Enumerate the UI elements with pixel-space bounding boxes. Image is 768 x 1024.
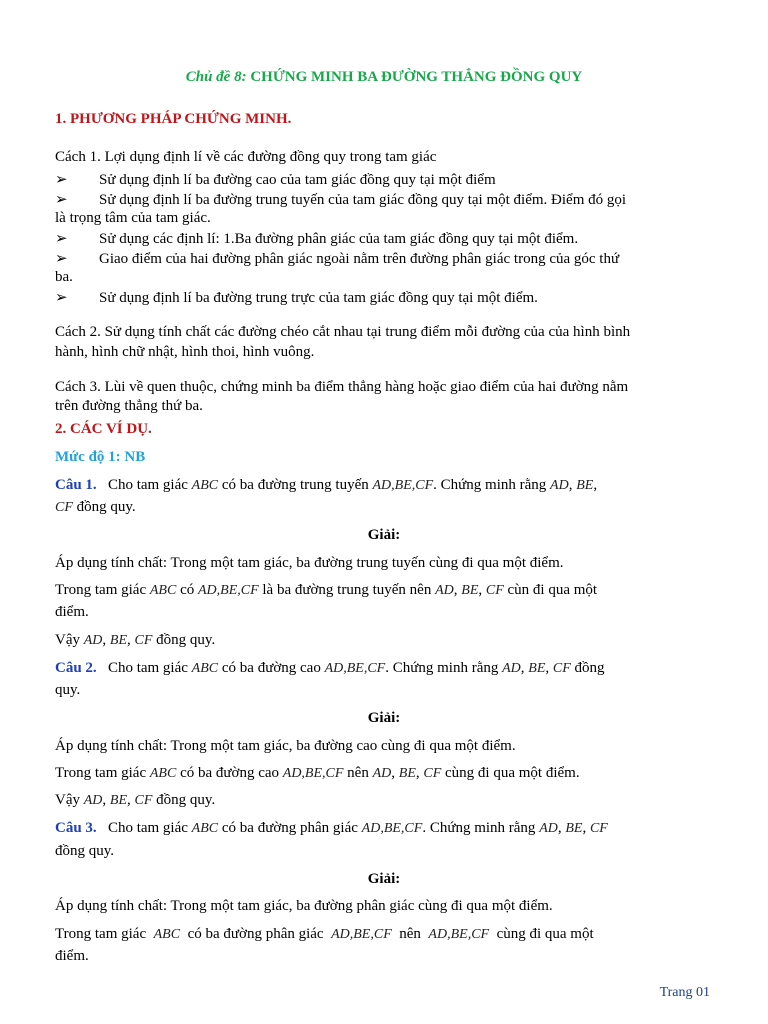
bullet-item: ➢ Sử dụng các định lí: 1.Ba đường phân giác của tam giác đồng quy tại một điểm.: [55, 231, 579, 247]
question-1: Câu 1. Cho tam giác ABC có ba đường trung tuyến AD,BE,CF. Chứng minh rằng AD, BE,: [55, 477, 598, 493]
question-3-cont: đồng quy.: [55, 843, 115, 859]
question-label: Câu 3.: [55, 820, 97, 836]
solution-1-conclusion: Vậy AD, BE, CF đồng quy.: [55, 632, 216, 648]
bullet-item: ➢ Sử dụng định lí ba đường trung tuyến của tam giác đồng quy tại một điểm. Điểm đó gọi: [55, 192, 627, 208]
solution-heading: Giải:: [367, 871, 401, 887]
section-heading-examples: 2. CÁC VÍ DỤ.: [55, 421, 152, 437]
solution-3-line: điểm.: [55, 948, 89, 964]
arrow-bullet-icon: ➢: [55, 172, 68, 188]
solution-1-line: Áp dụng tính chất: Trong một tam giác, ba đường trung tuyến cùng đi qua một điểm.: [55, 555, 564, 571]
solution-heading: Giải:: [367, 527, 401, 543]
question-3: Câu 3. Cho tam giác ABC có ba đường phân giác AD,BE,CF. Chứng minh rằng AD, BE, CF: [55, 820, 608, 836]
page-number: Trang 01: [659, 985, 710, 1000]
bullet-item: ➢ Sử dụng định lí ba đường cao của tam giác đồng quy tại một điểm: [55, 172, 496, 188]
solution-3-line: Trong tam giác ABC có ba đường phân giác AD,BE,CF nên AD,BE,CF cùng đi qua một: [55, 926, 594, 942]
solution-heading: Giải:: [367, 710, 401, 726]
method-3-line: trên đường thẳng thứ ba.: [55, 398, 203, 414]
bullet-continuation: là trọng tâm của tam giác.: [55, 210, 211, 226]
bullet-item: ➢ Giao điểm của hai đường phân giác ngoài nằm trên đường phân giác trong của góc thứ: [55, 251, 620, 267]
document-title: [0, 68, 768, 86]
question-label: Câu 1.: [55, 477, 97, 493]
method-2-line: Cách 2. Sử dụng tính chất các đường chéo cắt nhau tại trung điểm mỗi đường của của hình bình: [55, 324, 631, 340]
math-abc: ABC: [191, 478, 219, 493]
method-3-line: Cách 3. Lùi về quen thuộc, chứng minh ba điểm thẳng hàng hoặc giao điểm của hai đường nằm: [55, 379, 629, 395]
method-1: Cách 1. Lợi dụng định lí về các đường đồng quy trong tam giác: [55, 149, 437, 165]
solution-1-line: điểm.: [55, 604, 89, 620]
arrow-bullet-icon: ➢: [55, 290, 68, 306]
title-prefix: Chủ đề 8:: [185, 69, 247, 85]
title-main: CHỨNG MINH BA ĐƯỜNG THẲNG ĐỒNG QUY: [246, 69, 583, 85]
question-label: Câu 2.: [55, 660, 97, 676]
method-2-line: hành, hình chữ nhật, hình thoi, hình vuông.: [55, 344, 315, 360]
solution-2-conclusion: Vậy AD, BE, CF đồng quy.: [55, 792, 216, 808]
section-heading-methods: 1. PHƯƠNG PHÁP CHỨNG MINH.: [55, 111, 292, 127]
level-heading: Mức độ 1: NB: [55, 449, 146, 465]
question-2-cont: quy.: [55, 682, 81, 698]
question-1-cont: CF đồng quy.: [55, 499, 136, 515]
solution-2-line: Trong tam giác ABC có ba đường cao AD,BE,CF nên AD, BE, CF cùng đi qua một điểm.: [55, 765, 580, 781]
arrow-bullet-icon: ➢: [55, 231, 68, 247]
solution-1-line: Trong tam giác ABC có AD,BE,CF là ba đường trung tuyến nên AD, BE, CF cùn đi qua một: [55, 582, 598, 598]
bullet-continuation: ba.: [55, 269, 73, 285]
question-2: Câu 2. Cho tam giác ABC có ba đường cao AD,BE,CF. Chứng minh rằng AD, BE, CF đồng: [55, 660, 605, 676]
math-triple: AD,BE,CF: [372, 478, 434, 493]
solution-3-line: Áp dụng tính chất: Trong một tam giác, ba đường phân giác cùng đi qua một điểm.: [55, 898, 553, 914]
arrow-bullet-icon: ➢: [55, 192, 68, 208]
solution-2-line: Áp dụng tính chất: Trong một tam giác, ba đường cao cùng đi qua một điểm.: [55, 738, 516, 754]
arrow-bullet-icon: ➢: [55, 251, 68, 267]
bullet-item: ➢ Sử dụng định lí ba đường trung trực của tam giác đồng quy tại một điểm.: [55, 290, 538, 306]
